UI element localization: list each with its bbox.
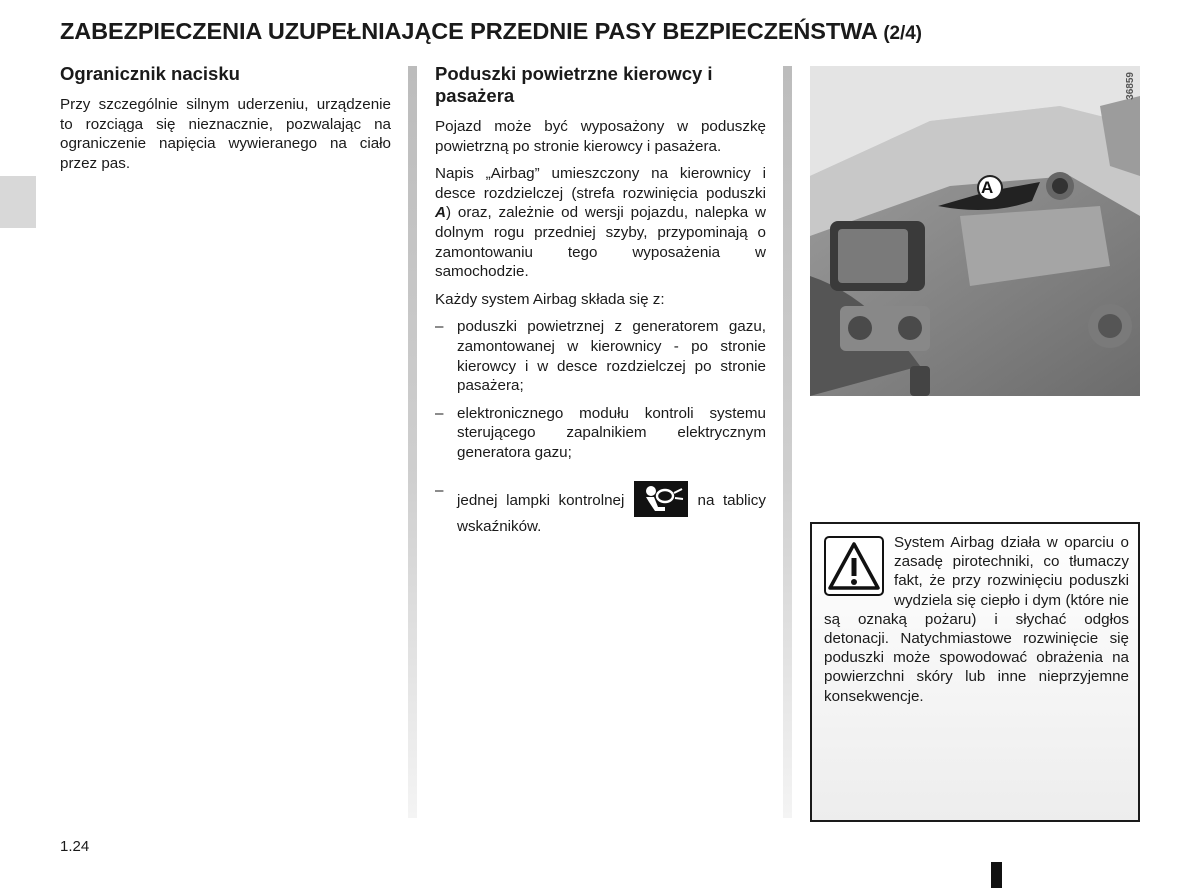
list-item (435, 481, 766, 537)
callout-A: A (981, 178, 994, 197)
page-title (60, 18, 922, 45)
page-number: 1.24 (60, 838, 90, 855)
list-item-text-after: na tablicy wskaźników. (457, 491, 766, 535)
airbags-paragraph-3: Każdy system Airbag składa się z: (435, 290, 665, 308)
load-limiter-paragraph: Przy szczególnie silnym uderzeniu, urządzenie to rozciąga się nieznacznie, pozwalając na ograniczenie napięcia wywieranego na ciało przez pas. (60, 96, 391, 172)
p2-text-before: Napis „Airbag” umieszczony na kierownicy i desce rozdzielczej (strefa rozwinięcia poduszki (435, 165, 766, 202)
list-dash: – (435, 481, 444, 499)
page-part-indicator: (2/4) (883, 23, 922, 44)
section-heading-airbags: Poduszki powietrzne kierowcy i pasażera (435, 63, 713, 106)
list-dash: – (435, 404, 444, 422)
section-heading-load-limiter: Ogranicznik nacisku (60, 63, 240, 84)
column-divider (408, 66, 417, 818)
airbag-warning-lamp-icon (634, 481, 688, 517)
p2-ref-label: A (435, 204, 446, 222)
figure-reference-number: 36859 (1125, 72, 1136, 100)
list-item-text: poduszki powietrznej z generatorem gazu, zamontowanej w kierownicy - po stronie kierowcy i w desce rozdzielczej po stronie pasażera; (457, 318, 766, 395)
airbags-paragraph-2 (435, 164, 766, 282)
column-airbags (435, 63, 766, 544)
list-dash: – (435, 318, 444, 336)
warning-box (810, 522, 1140, 822)
airbag-components-list (435, 317, 766, 536)
list-item (435, 404, 766, 463)
list-item-text-before: jednej lampki kontrolnej (457, 491, 625, 509)
dashboard-drawing (810, 66, 1140, 396)
airbags-paragraph-1: Pojazd może być wyposażony w poduszkę powietrzną po stronie kierowcy i pasażera. (435, 118, 766, 155)
dashboard-illustration (810, 66, 1140, 396)
chapter-tab (0, 176, 36, 228)
list-item (435, 317, 766, 395)
page-title-text: ZABEZPIECZENIA UZUPEŁNIAJĄCE PRZEDNIE PASY BEZPIECZEŃSTWA (60, 18, 877, 44)
column-divider (783, 66, 792, 818)
warning-triangle-icon (824, 536, 884, 596)
warning-content (824, 533, 1129, 706)
column-load-limiter (60, 63, 391, 181)
edge-marker (991, 862, 1002, 888)
warning-text: System Airbag działa w oparciu o zasadę pirotechniki, co tłumaczy fakt, że przy rozwinięciu poduszki wydziela się ciepło i dym (które nie są oznaką pożaru) i słychać odgłos detonacji. Natychmiastowe rozwinięcie się poduszki może spowodować obrażenia na powierzchni skóry lub inne nieprzyjemne konsekwencje. (824, 534, 1129, 705)
p2-text-after: ) oraz, zależnie od wersji pojazdu, nalepka w dolnym rogu przedniej szyby, przypominają o zamontowaniu tego wyposażenia w samochodzie. (435, 204, 766, 281)
list-item-text: elektronicznego modułu kontroli systemu sterującego zapalnikiem elektrycznym generatora gazu; (457, 404, 766, 461)
